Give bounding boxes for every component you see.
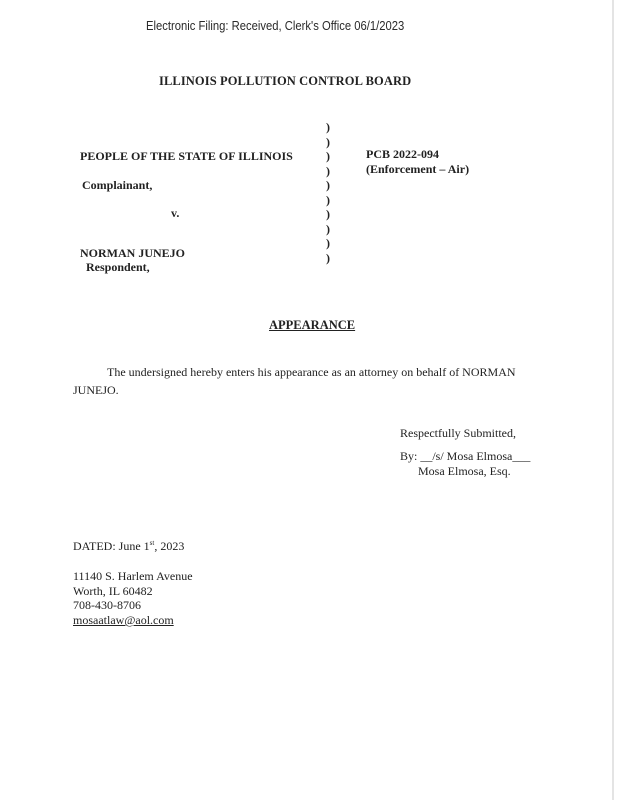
signature-name: Mosa Elmosa, Esq.: [418, 464, 511, 478]
complainant-name: PEOPLE OF THE STATE OF ILLINOIS: [80, 149, 293, 163]
respondent-name: NORMAN JUNEJO: [80, 246, 185, 260]
paren: ): [326, 250, 330, 265]
address-city: Worth, IL 60482: [73, 584, 153, 598]
dated-year: , 2023: [154, 539, 185, 553]
paren: ): [326, 163, 330, 178]
case-info: [366, 147, 469, 177]
paren: ): [326, 134, 330, 149]
address-email[interactable]: mosaatlaw@aol.com: [73, 613, 174, 627]
case-number: PCB 2022-094: [366, 147, 439, 161]
page-edge: [612, 0, 614, 800]
filing-stamp: Electronic Filing: Received, Clerk's Office 06/1/2023: [146, 19, 405, 33]
paren: ): [326, 236, 330, 250]
paren: ): [326, 207, 330, 221]
address-street: 11140 S. Harlem Avenue: [73, 569, 193, 583]
paren: ): [326, 120, 330, 134]
versus-label: v.: [171, 206, 180, 220]
address-phone: 708-430-8706: [73, 598, 141, 612]
board-title: ILLINOIS POLLUTION CONTROL BOARD: [159, 74, 412, 88]
paren: ): [326, 178, 330, 192]
paren: ): [326, 149, 330, 163]
respondent-role: Respondent,: [86, 260, 150, 274]
dated-label: DATED: June 1: [73, 539, 150, 553]
case-type: (Enforcement – Air): [366, 162, 470, 176]
signature-closing: Respectfully Submitted,: [400, 426, 516, 440]
paren: ): [326, 192, 330, 207]
paren: ): [326, 221, 330, 236]
complainant-role: Complainant,: [82, 178, 153, 192]
caption-parens: [326, 120, 336, 265]
signature-by-line: By: __/s/ Mosa Elmosa___: [400, 449, 531, 463]
dated-superscript: st: [149, 539, 155, 547]
document-heading: APPEARANCE: [269, 318, 356, 332]
appearance-body: The undersigned hereby enters his appearance as an attorney on behalf of NORMAN JUNEJO.: [73, 365, 516, 397]
dated-line: [73, 539, 184, 554]
